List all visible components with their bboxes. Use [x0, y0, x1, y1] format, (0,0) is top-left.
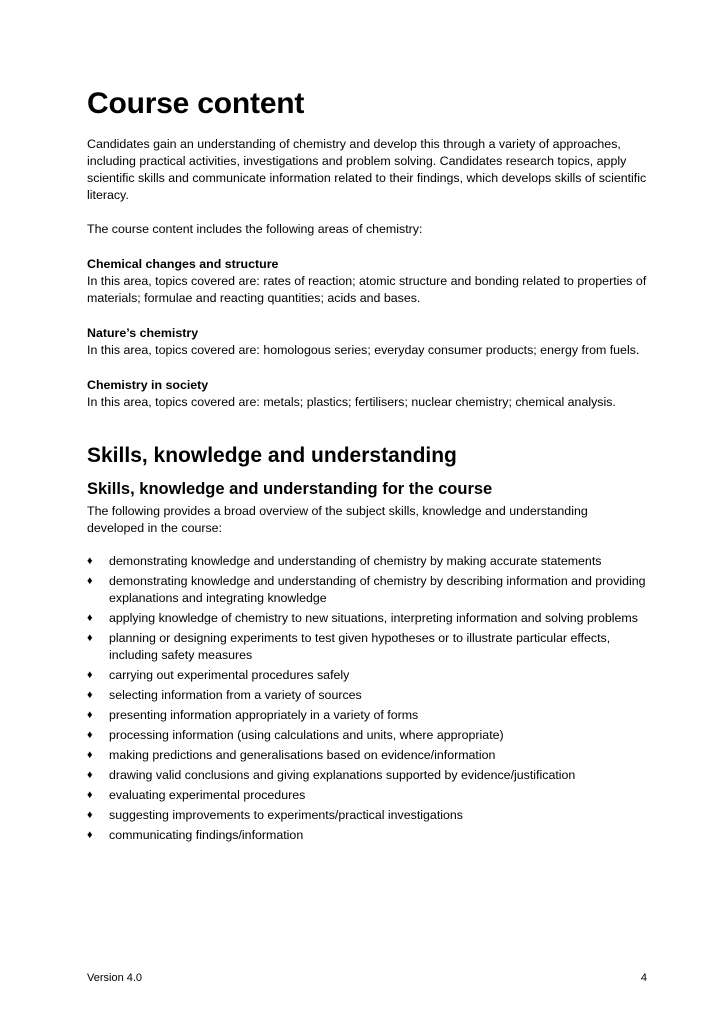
list-item-text: carrying out experimental procedures safely — [109, 668, 350, 682]
list-item — [87, 767, 647, 784]
list-item-text: suggesting improvements to experiments/practical investigations — [109, 808, 463, 822]
area-title: Chemical changes and structure — [87, 257, 279, 271]
diamond-bullet-icon: ♦ — [87, 632, 93, 644]
area-chemical-changes — [87, 256, 647, 307]
list-item-text: demonstrating knowledge and understanding of chemistry by making accurate statements — [109, 554, 602, 568]
skills-overview-paragraph: The following provides a broad overview of the subject skills, knowledge and understanding developed in the course: — [87, 504, 588, 535]
list-item-text: selecting information from a variety of sources — [109, 688, 362, 702]
page-number: 4 — [640, 972, 647, 984]
version-label: Version 4.0 — [87, 972, 143, 984]
list-item-text: evaluating experimental procedures — [109, 788, 306, 802]
list-item — [87, 553, 647, 570]
list-item — [87, 667, 647, 684]
list-item — [87, 827, 647, 844]
area-chemistry-in-society — [87, 377, 647, 411]
diamond-bullet-icon: ♦ — [87, 555, 93, 567]
section-heading-skills: Skills, knowledge and understanding — [87, 444, 457, 467]
list-item-text: presenting information appropriately in a variety of forms — [109, 708, 419, 722]
list-item-text: drawing valid conclusions and giving explanations supported by evidence/justification — [109, 768, 576, 782]
diamond-bullet-icon: ♦ — [87, 729, 93, 741]
intro-paragraph: Candidates gain an understanding of chemistry and develop this through a variety of approaches, including practical activities, investigations and problem solving. Candidates research topics, apply scientific skills and communicate information related to their findings, which develops skills of scientific literacy. — [87, 137, 647, 202]
area-title: Nature’s chemistry — [87, 326, 199, 340]
list-item — [87, 807, 647, 824]
area-text: In this area, topics covered are: homologous series; everyday consumer products; energy from fuels. — [87, 343, 640, 357]
list-item-text: communicating findings/information — [109, 828, 304, 842]
subsection-heading-skills-course: Skills, knowledge and understanding for the course — [87, 480, 493, 498]
diamond-bullet-icon: ♦ — [87, 709, 93, 721]
list-item — [87, 610, 647, 627]
list-item — [87, 573, 647, 607]
area-text: In this area, topics covered are: rates of reaction; atomic structure and bonding related to properties of materials; formulae and reacting quantities; acids and bases. — [87, 274, 647, 305]
list-item-text: making predictions and generalisations based on evidence/information — [109, 748, 496, 762]
area-natures-chemistry — [87, 325, 647, 359]
area-text: In this area, topics covered are: metals; plastics; fertilisers; nuclear chemistry; chemical analysis. — [87, 395, 616, 409]
diamond-bullet-icon: ♦ — [87, 749, 93, 761]
list-item — [87, 687, 647, 704]
list-item-text: demonstrating knowledge and understanding of chemistry by describing information and providing explanations and integrating knowledge — [109, 574, 646, 605]
list-item-text: applying knowledge of chemistry to new situations, interpreting information and solving problems — [109, 611, 638, 625]
diamond-bullet-icon: ♦ — [87, 669, 93, 681]
diamond-bullet-icon: ♦ — [87, 809, 93, 821]
list-item — [87, 727, 647, 744]
areas-lead-paragraph: The course content includes the following areas of chemistry: — [87, 222, 423, 236]
list-item — [87, 630, 647, 664]
diamond-bullet-icon: ♦ — [87, 789, 93, 801]
page-title: Course content — [87, 87, 305, 120]
diamond-bullet-icon: ♦ — [87, 769, 93, 781]
list-item — [87, 707, 647, 724]
diamond-bullet-icon: ♦ — [87, 829, 93, 841]
document-page — [87, 86, 647, 847]
diamond-bullet-icon: ♦ — [87, 575, 93, 587]
diamond-bullet-icon: ♦ — [87, 612, 93, 624]
list-item — [87, 747, 647, 764]
diamond-bullet-icon: ♦ — [87, 689, 93, 701]
list-item-text: processing information (using calculations and units, where appropriate) — [109, 728, 504, 742]
skills-list — [87, 553, 647, 844]
area-title: Chemistry in society — [87, 378, 209, 392]
list-item — [87, 787, 647, 804]
list-item-text: planning or designing experiments to test given hypotheses or to illustrate particular effects, including safety measures — [109, 631, 611, 662]
